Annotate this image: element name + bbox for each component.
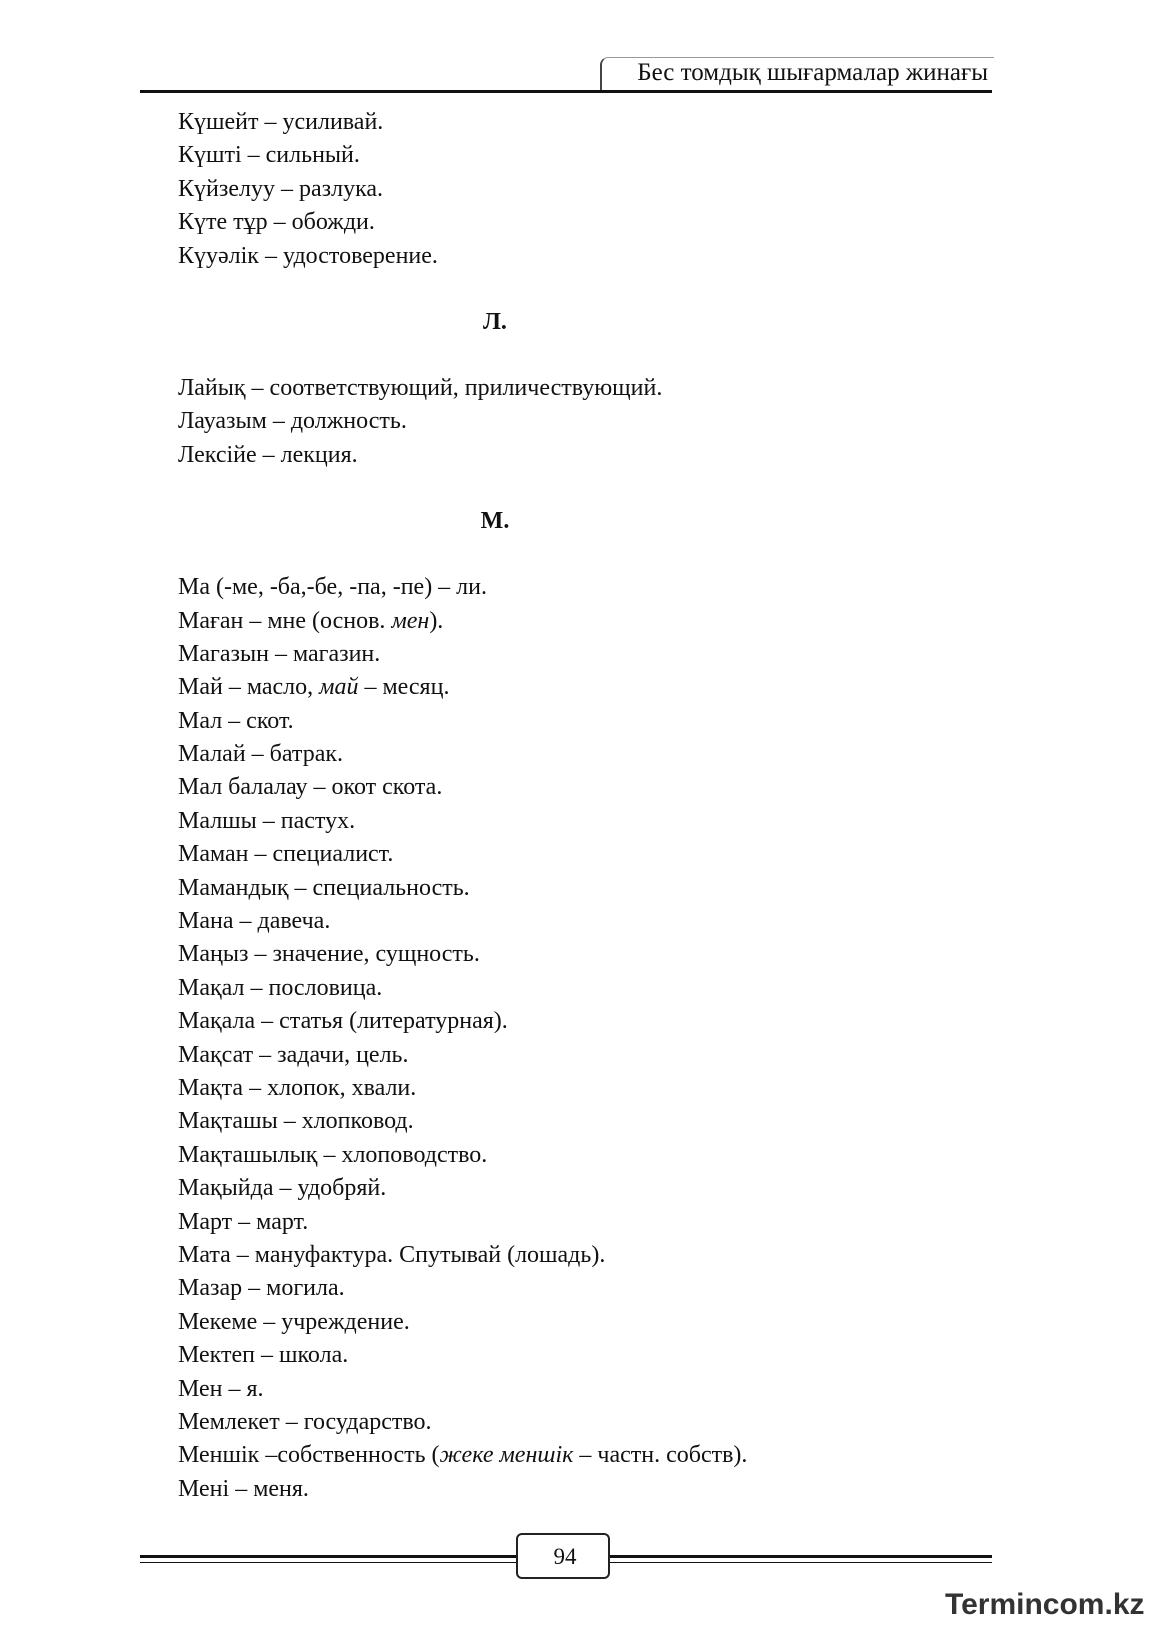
glossary-entry: Лексійе – лекция. [178,441,358,468]
entry-text: Мазар – могила. [178,1275,345,1302]
entry-text: Малай – батрак. [178,741,344,768]
page-number: 94 [553,1544,577,1569]
glossary-entry: Күйзелуу – разлука. [178,175,384,202]
entry-text: Мақала – статья (литературная). [178,1008,508,1035]
entry-text: Маған – мне (основ. [178,607,392,634]
glossary-entry [178,1473,978,1506]
entry-italic-text: май [319,674,359,701]
spacer [178,273,978,306]
entry-text: Март – март. [178,1208,309,1235]
entry-text: Меншік –собственность ( [178,1442,440,1469]
entry-text: Мақыйда – удобряй. [178,1175,387,1202]
page-number-box [516,1533,610,1579]
glossary-entry: Күте тұр – обожди. [178,209,375,236]
glossary-entry [178,1206,978,1239]
glossary-entry: Лайық – соответствующий, приличествующий. [178,374,663,401]
entries-l [178,372,978,472]
glossary-entry [178,1239,978,1272]
entries-top [178,106,978,273]
glossary-entry [178,1039,978,1072]
spacer [178,538,978,571]
entry-text: Мені – меня. [178,1475,309,1502]
glossary-entry [178,571,978,604]
glossary-entry [178,738,978,771]
glossary-entry [178,605,978,638]
glossary-entry [178,1139,978,1172]
glossary-entry [178,1339,978,1372]
glossary-entry [178,1172,978,1205]
entry-text: Мекеме – учреждение. [178,1308,410,1335]
page-header [140,55,992,95]
glossary-entry [178,872,978,905]
watermark-logo [945,1588,1145,1622]
entry-text: Малшы – пастух. [178,807,356,834]
glossary-entry [178,671,978,704]
glossary-entry [178,1105,978,1138]
glossary-entry [178,1373,978,1406]
entry-text: Ма (-ме, -ба,-бе, -па, -пе) – ли. [178,574,487,601]
glossary-entry [178,972,978,1005]
glossary-entry [178,1272,978,1305]
glossary-entry [178,1306,978,1339]
glossary-entry [178,1406,978,1439]
entry-text: Мал балалау – окот скота. [178,774,443,801]
entry-text: Мақташылық – хлоповодство. [178,1141,488,1168]
glossary-entry [178,1072,978,1105]
glossary-entry [178,805,978,838]
spacer [178,472,978,505]
glossary-entry: Күшейт – усиливай. [178,109,384,135]
glossary-entry [178,838,978,871]
entry-text: Мана – давеча. [178,908,331,935]
entry-text: Мал – скот. [178,707,294,734]
glossary-entry: Лауазым – должность. [178,408,407,435]
glossary-entry: Күшті – сильный. [178,142,360,169]
entry-text: Мақсат – задачи, цель. [178,1041,409,1068]
entry-text: Мемлекет – государство. [178,1408,432,1435]
entry-text: – частн. собств). [573,1442,748,1469]
glossary-entry [178,638,978,671]
entry-text: ). [429,607,444,634]
glossary-entry [178,705,978,738]
glossary-entry [178,771,978,804]
glossary-entry [178,938,978,971]
entry-italic-text: мен [391,607,430,634]
entries-m [178,571,978,1506]
glossary-entry [178,905,978,938]
entry-text: Мата – мануфактура. Спутывай (лошадь). [178,1241,606,1268]
watermark-text: Termincom.kz [945,1588,1145,1621]
entry-text: Мектеп – школа. [178,1342,349,1369]
entry-text: Мақта – хлопок, хвали. [178,1074,417,1101]
entry-text: Мен – я. [178,1375,264,1402]
entry-text: Мамандық – специальность. [178,874,470,901]
entry-text: Маңыз – значение, сущность. [178,941,480,968]
entry-text: Май – масло, [178,674,320,701]
entry-italic-text: жеке меншік [439,1442,574,1469]
glossary-content [178,106,978,1506]
entry-text: – месяц. [358,674,450,701]
entry-text: Мақташы – хлопковод. [178,1108,414,1135]
section-heading-l: Л. [483,308,507,335]
glossary-entry [178,1439,978,1472]
book-title: Бес томдық шығармалар жинағы [637,59,988,86]
entry-text: Магазын – магазин. [178,640,381,667]
glossary-entry [178,1005,978,1038]
entry-text: Мақал – пословица. [178,974,383,1001]
spacer [178,339,978,372]
entry-text: Маман – специалист. [178,841,394,868]
section-heading-m: М. [480,508,510,535]
header-rule [140,90,992,93]
page-footer [140,1533,992,1583]
glossary-entry: Күуәлік – удостоверение. [178,242,438,269]
